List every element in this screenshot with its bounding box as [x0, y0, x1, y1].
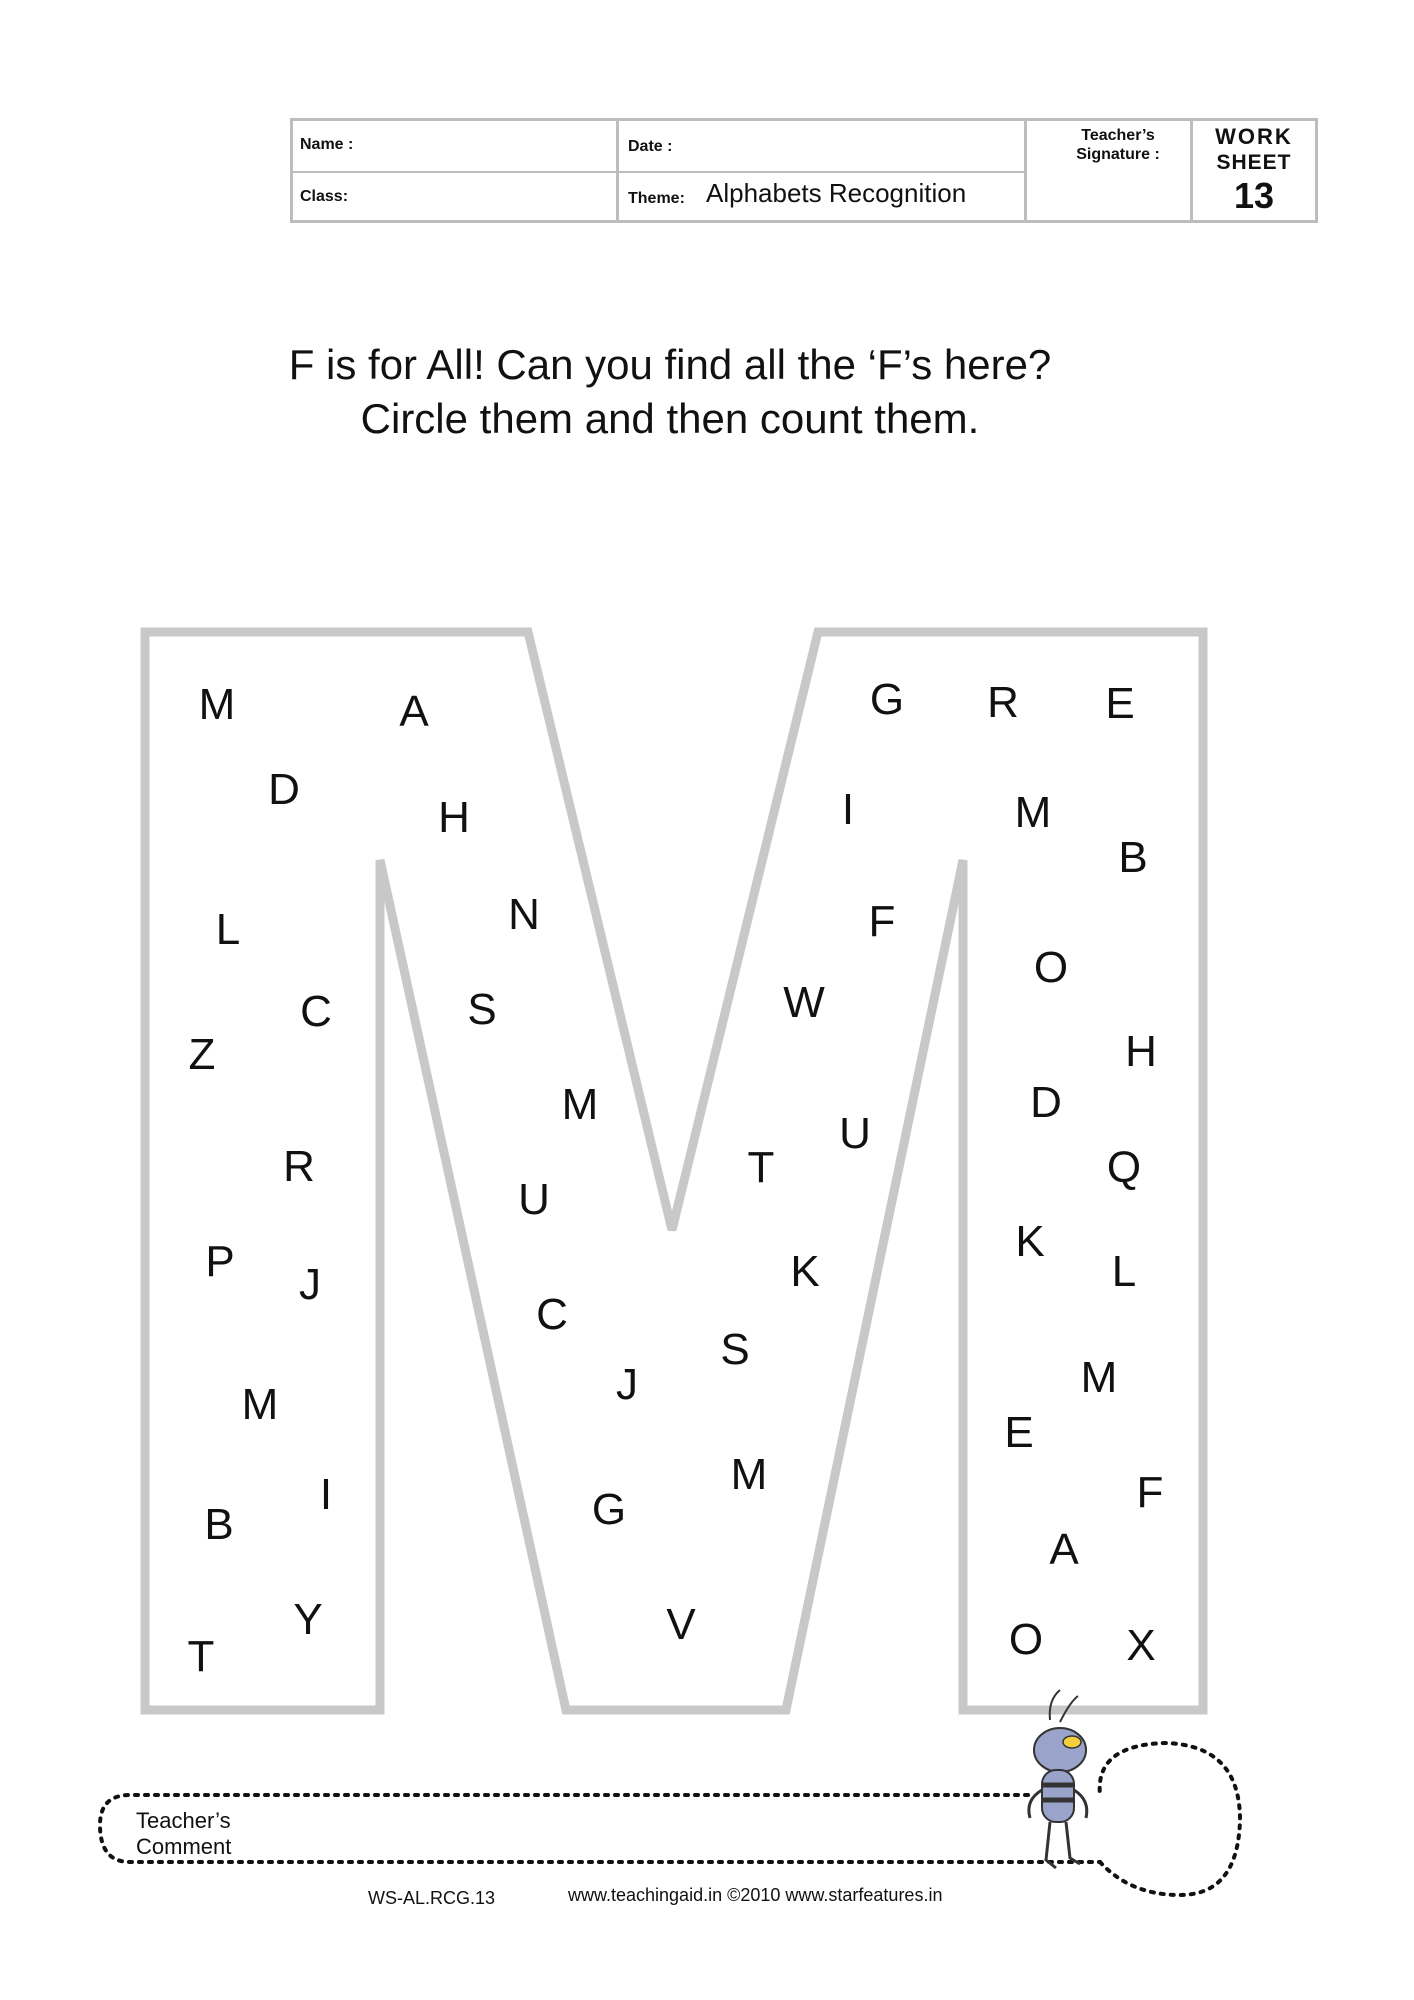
- comment-label-line2: Comment: [136, 1834, 232, 1859]
- letter-item[interactable]: E: [1105, 679, 1135, 728]
- letter-item[interactable]: F: [868, 897, 896, 946]
- letter-item[interactable]: D: [268, 765, 300, 814]
- letter-item[interactable]: D: [1030, 1078, 1062, 1127]
- letter-item[interactable]: J: [299, 1260, 321, 1309]
- ant-mascot-icon: [1029, 1690, 1087, 1868]
- letter-item[interactable]: G: [869, 675, 905, 724]
- letter-item[interactable]: Z: [188, 1030, 216, 1079]
- letter-item[interactable]: M: [1014, 788, 1052, 837]
- comment-dotted-border: [100, 1795, 1100, 1862]
- letter-item[interactable]: W: [783, 978, 825, 1027]
- letter-item[interactable]: I: [319, 1470, 333, 1519]
- signature-label-line1: Teacher’s: [1081, 127, 1155, 144]
- letter-item[interactable]: R: [283, 1142, 315, 1191]
- letter-item[interactable]: K: [790, 1247, 820, 1296]
- letter-item[interactable]: B: [1118, 833, 1148, 882]
- name-label: Name :: [300, 136, 354, 153]
- worksheet-label-line2: SHEET: [1216, 151, 1292, 174]
- signature-label-line2: Signature :: [1076, 146, 1160, 163]
- letter-item[interactable]: L: [1111, 1247, 1137, 1296]
- letter-item[interactable]: V: [666, 1600, 696, 1649]
- instruction-line-2: Circle them and then count them.: [360, 395, 980, 442]
- instruction-line-1: F is for All! Can you find all the ‘F’s here?: [288, 341, 1052, 388]
- letter-item[interactable]: M: [730, 1450, 768, 1499]
- letter-item[interactable]: M: [241, 1380, 279, 1429]
- worksheet-code: WS-AL.RCG.13: [368, 1888, 496, 1908]
- letter-item[interactable]: M: [198, 680, 236, 729]
- letter-item[interactable]: S: [467, 985, 497, 1034]
- letter-item[interactable]: H: [1125, 1027, 1157, 1076]
- letter-item[interactable]: J: [616, 1360, 638, 1409]
- theme-value: Alphabets Recognition: [706, 178, 967, 208]
- letter-item[interactable]: F: [1136, 1468, 1164, 1517]
- letter-item[interactable]: R: [987, 678, 1019, 727]
- date-label: Date :: [628, 138, 673, 155]
- letter-item[interactable]: S: [720, 1325, 750, 1374]
- letter-item[interactable]: P: [205, 1237, 235, 1286]
- letter-item[interactable]: T: [747, 1143, 775, 1192]
- letter-item[interactable]: C: [536, 1290, 568, 1339]
- letter-item[interactable]: G: [591, 1485, 627, 1534]
- footer-credits: www.teachingaid.in ©2010 www.starfeatures.in: [568, 1885, 943, 1905]
- letter-item[interactable]: N: [508, 890, 540, 939]
- letter-item[interactable]: K: [1015, 1217, 1045, 1266]
- letter-item[interactable]: H: [438, 793, 470, 842]
- letter-item[interactable]: I: [841, 785, 855, 834]
- letter-item[interactable]: M: [561, 1080, 599, 1129]
- letter-item[interactable]: U: [518, 1175, 550, 1224]
- letter-item[interactable]: T: [187, 1632, 215, 1681]
- letter-item[interactable]: U: [839, 1109, 871, 1158]
- letter-item[interactable]: B: [204, 1500, 234, 1549]
- letter-item[interactable]: Q: [1106, 1143, 1142, 1192]
- letter-item[interactable]: X: [1126, 1621, 1156, 1670]
- letter-item[interactable]: A: [1049, 1525, 1079, 1574]
- theme-label: Theme:: [628, 190, 685, 207]
- worksheet-number: 13: [1233, 175, 1275, 216]
- class-label: Class:: [300, 188, 349, 205]
- worksheet-label-line1: WORK: [1215, 124, 1293, 149]
- letter-item[interactable]: Y: [293, 1595, 323, 1644]
- letter-item[interactable]: E: [1004, 1408, 1034, 1457]
- letter-item[interactable]: O: [1008, 1615, 1044, 1664]
- letter-item[interactable]: A: [399, 687, 429, 736]
- letter-item[interactable]: L: [215, 905, 241, 954]
- letter-item[interactable]: C: [300, 987, 332, 1036]
- comment-dotted-loop: [1100, 1743, 1240, 1895]
- letter-item[interactable]: M: [1080, 1353, 1118, 1402]
- teacher-comment-label: [136, 1808, 231, 1860]
- comment-label-line1: Teacher’s: [136, 1808, 231, 1833]
- letter-item[interactable]: O: [1033, 943, 1069, 992]
